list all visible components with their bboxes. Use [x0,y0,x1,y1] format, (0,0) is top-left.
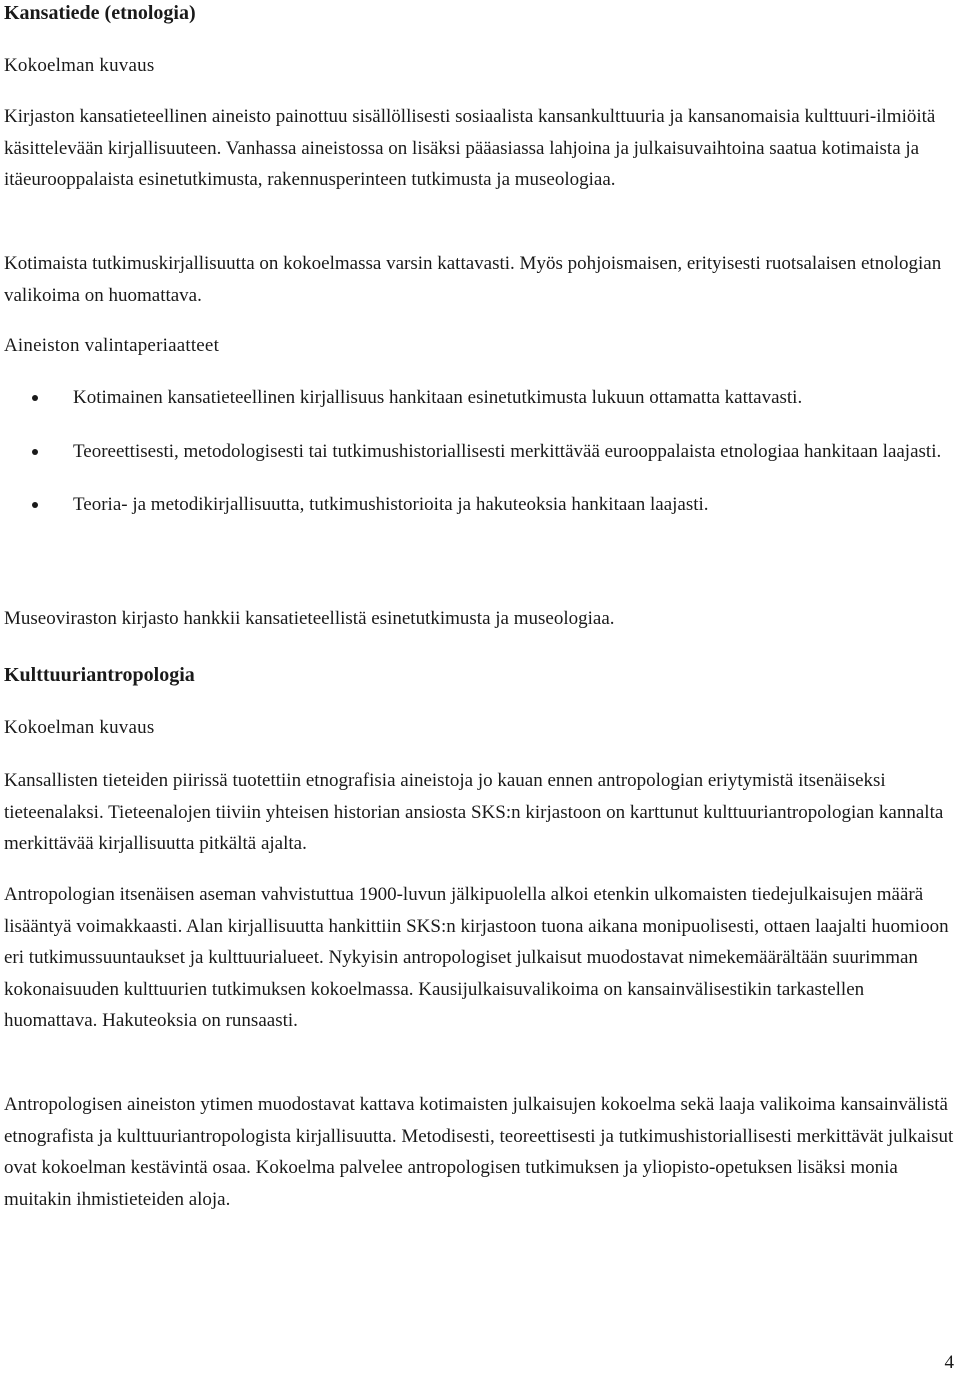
paragraph-antropologia-3: Antropologisen aineiston ytimen muodostavat kattava kotimaisten julkaisujen kokoelma sekä laaja valikoima kansainvälistä etnografista ja kulttuuriantropologista kirjallisuutta. Metodisesti, teoreettisesti ja tutkimushistoriallisesti merkittävät julkaisut ovat kokoelman kestävintä osaa. Kokoelma palvelee antropologisen tutkimuksen ja yliopisto-opetuksen lisäksi monia muitakin ihmistieteiden aloja. [4,1094,954,1210]
list-item-text: Teoreettisesti, metodologisesti tai tutkimushistoriallisesti merkittävää eurooppalaista etnologiaa hankitaan laajasti. [73,440,942,462]
paragraph-etnologia-1: Kirjaston kansatieteellinen aineisto painottuu sisällöllisesti sosiaalista kansankulttuuria ja kansanomaisia kulttuuri-ilmiöitä käsittelevään kirjallisuuteen. Vanhassa aineistossa on lisäksi pääasiassa lahjoina ja julkaisuvaihtoina saatua kotimaista ja itäeurooppalaista esinetutkimusta, rakennusperinteen tutkimusta ja museologiaa. [4,106,936,190]
paragraph-etnologia-2: Kotimaista tutkimuskirjallisuutta on kokoelmassa varsin kattavasti. Myös pohjoismaisen, erityisesti ruotsalaisen etnologian valikoima on huomattava. [4,253,942,306]
paragraph-museovirasto: Museoviraston kirjasto hankkii kansatieteellistä esinetutkimusta ja museologiaa. [4,608,615,629]
paragraph-antropologia-2: Antropologian itsenäisen aseman vahvistuttua 1900-luvun jälkipuolella alkoi etenkin ulkomaisten tiedejulkaisujen määrä lisääntyä voimakkaasti. Alan kirjallisuutta hankittiin SKS:n kirjastoon tuona aikana monipuolisesti, ottaen laajalti huomioon eri tutkimussuuntaukset ja kulttuurialueet. Nykyisin antropologiset julkaisut muodostavat nimekemäärältään suurimman kokonaisuuden kulttuurien tutkimuksen kokoelmassa. Kausijulkaisuvalikoima on kansainvälisestikin tarkastellen huomattava. Hakuteoksia on runsaasti. [4,884,949,1031]
bullet-icon [32,449,38,455]
bullet-icon [32,502,38,508]
list-item [4,489,954,521]
selection-principles-list [4,382,954,521]
section-heading-kulttuuriantropologia: Kulttuuriantropologia [4,664,195,686]
subheading-kokoelman-kuvaus-1: Kokoelman kuvaus [4,55,155,76]
list-item-text: Teoria- ja metodikirjallisuutta, tutkimushistorioita ja hakuteoksia hankitaan laajasti. [73,494,709,515]
subheading-valintaperiaatteet: Aineiston valintaperiaatteet [4,335,220,356]
list-item-text: Kotimainen kansatieteellinen kirjallisuus hankitaan esinetutkimusta lukuun ottamatta kattavasti. [73,387,803,408]
bullet-icon [32,395,38,401]
list-item [4,436,954,468]
list-item [4,382,954,414]
page-number: 4 [944,1352,954,1373]
section-heading-etnologia: Kansatiede (etnologia) [4,2,196,24]
paragraph-antropologia-1: Kansallisten tieteiden piirissä tuotettiin etnografisia aineistoja jo kauan ennen antropologian eriytymistä itsenäiseksi tieteenalaksi. Tieteenalojen tiiviin yhteisen historian ansiosta SKS:n kirjastoon on karttunut kulttuuriantropologian kannalta merkittävää kirjallisuutta pitkältä ajalta. [4,770,944,854]
subheading-kokoelman-kuvaus-2: Kokoelman kuvaus [4,717,155,738]
